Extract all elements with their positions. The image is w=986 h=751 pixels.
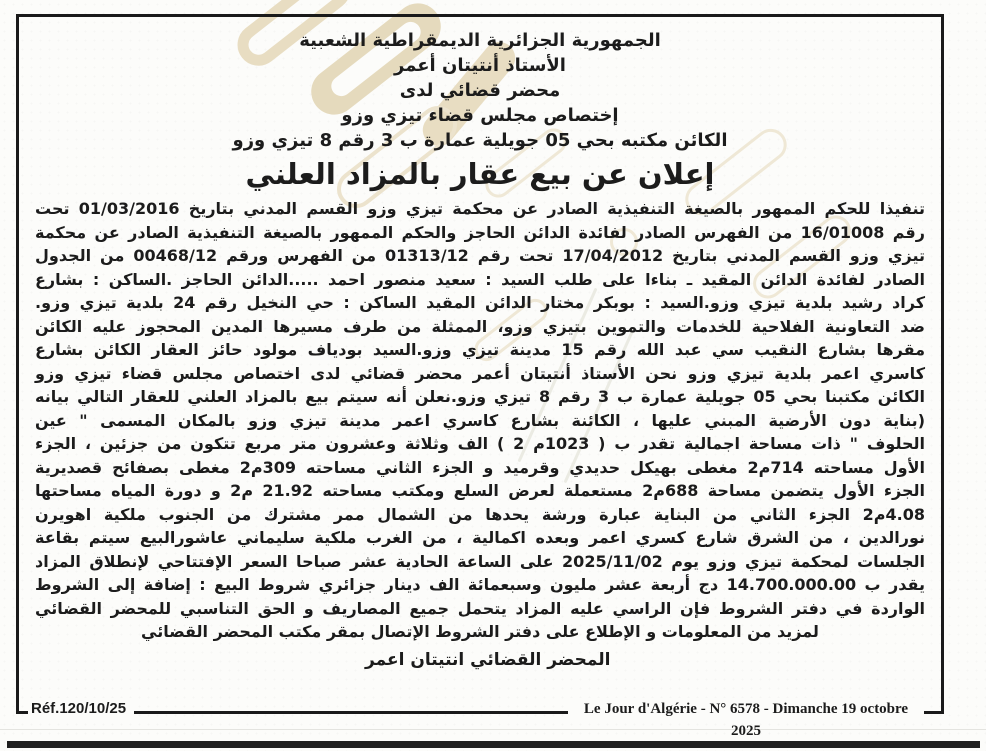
body-line: رقم 16/01008 من الفهرس الصادر لفائدة الدائن الحاجز والحكم الممهور بالصيغة التنفيذية الصادر عن محكمة — [35, 222, 925, 242]
office-address: الكائن مكتبه بحي 05 جويلية عمارة ب 3 رقم 8 تيزي وزو — [232, 130, 728, 151]
body-line: الحلوف " ذات مساحة اجمالية تقدر ب ( 1023م 2 ) الف وثلاثة وعشرون متر مربع تتكون من جزئين ، الجزء — [35, 434, 926, 453]
notice-frame — [16, 14, 944, 714]
jurisdiction-line: إختصاص مجلس قضاء تيزي وزو — [341, 105, 619, 126]
officer-name: الأستاذ أنتيتان أعمر — [394, 55, 566, 76]
next-notice-top-border — [7, 741, 980, 748]
body-line: كراد رشيد بلدية تيزي وزو.السيد : بوبكر مختار الدائن المقيد الساكن : حي النخيل رقم 24 بلدية تيزي وزو. — [35, 293, 926, 312]
body-line: تيزي وزو القسم المدني بتاريخ 17/04/2012 تحت رقم 01313/12 من الفهرس ورقم 00468/12 من الجدول — [35, 246, 925, 265]
republic-title: الجمهورية الجزائرية الديمقراطية الشعبية — [299, 30, 661, 51]
signature-line: المحضر القضائي انتيتان اعمر — [365, 650, 611, 670]
body-line: الأول مساحته 714م2 مغطى بهيكل حديدي وقرميد و الجزء الثاني مساحته 309م2 مغطى بصفائح قصديرية — [35, 457, 925, 477]
contact-info-line: لمزيد من المعلومات و الإطلاع على دفتر الشروط الإتصال بمقر مكتب المحضر القضائي — [141, 622, 819, 641]
body-line: تنفيذا للحكم الممهور بالصيغة التنفيذية الصادر عن محكمة تيزي وزو القسم المدني بتاريخ 01/03/2016 تحت — [35, 199, 925, 218]
body-line: مقرها بشارع النقيب سي عبد الله رقم 15 مدينة تيزي وزو.السيد بودياف مولود حائز العقار الكائن بشارع — [35, 340, 925, 359]
body-line: ضد التعاونية الفلاحية للخدمات والتموين بتيزي وزو، الممثلة من طرف مسيرها المدين المحجوز عليه الكائن — [35, 316, 925, 336]
page-divider-line — [0, 729, 986, 730]
body-line: الصادر لفائدة الدائن المقيد ـ بناءا على طلب السيد : سعيد منصور احمد .....الدائن الحاجز .الساكن : بشارع — [35, 269, 925, 289]
body-line: (بناية دون الأرضية المبني عليها ، الكائنة بشارع كاسري اعمر مدينة تيزي وزو بالمكان المسمى " عين — [35, 410, 925, 430]
notice-headline: إعلان عن بيع عقار بالمزاد العلني — [245, 157, 715, 191]
newspaper-credit: Le Jour d'Algérie - N° 6578 - Dimanche 19 octobre 2025 — [568, 698, 924, 720]
body-line: الجزء الأول يتضمن مساحة 688م2 مستعملة لعرض السلع ومكتب مساحته 21.92 م2 و دورة المياه مساحتها — [35, 481, 926, 500]
body-line: الواردة في دفتر الشروط فإن الراسي عليه المزاد يتحمل جميع المصاريف و الحق التناسبي للمحضر القضائي — [35, 598, 925, 618]
body-line: الجلسات لمحكمة تيزي وزو يوم 2025/11/02 على الساعة الحادية عشر صباحا السعر الإفتتاحي لإنطلاق المزاد — [35, 551, 926, 571]
notice-content — [19, 17, 941, 711]
officer-title: محضر قضائي لدى — [399, 80, 561, 101]
reference-number: Réf.120/10/25 — [28, 698, 134, 720]
body-line: كاسري اعمر بلدية تيزي وزو نحن الأستاذ أنتيتان أعمر محضر قضائي لدى اختصاص مجلس قضاء تيزي وزو — [35, 363, 925, 383]
body-line: الكائن مكتبنا بحي 05 جويلية عمارة ب 3 رقم 8 تيزي وزو.نعلن أنه سيتم بيع بالمزاد العلني للعقار التالي بيانه — [35, 387, 926, 406]
body-line: يقدر ب 14.700.000.00 دج أربعة عشر مليون وسبعمائة الف دينار جزائري شروط البيع : إضافة إلى الشروط — [35, 575, 926, 594]
body-line: نورالدين ، من الشرق شارع كسري اعمر وبعده اكمالية ، من الغرب ملكية سليماني عاشورالبيع سيتم بقاعة — [35, 528, 925, 547]
body-line: 4.08م2 الجزء الثاني من البناية عبارة ورشة يحدها من الشمال ممر مشترك من الجنوب ملكية اهويرن — [35, 504, 925, 524]
